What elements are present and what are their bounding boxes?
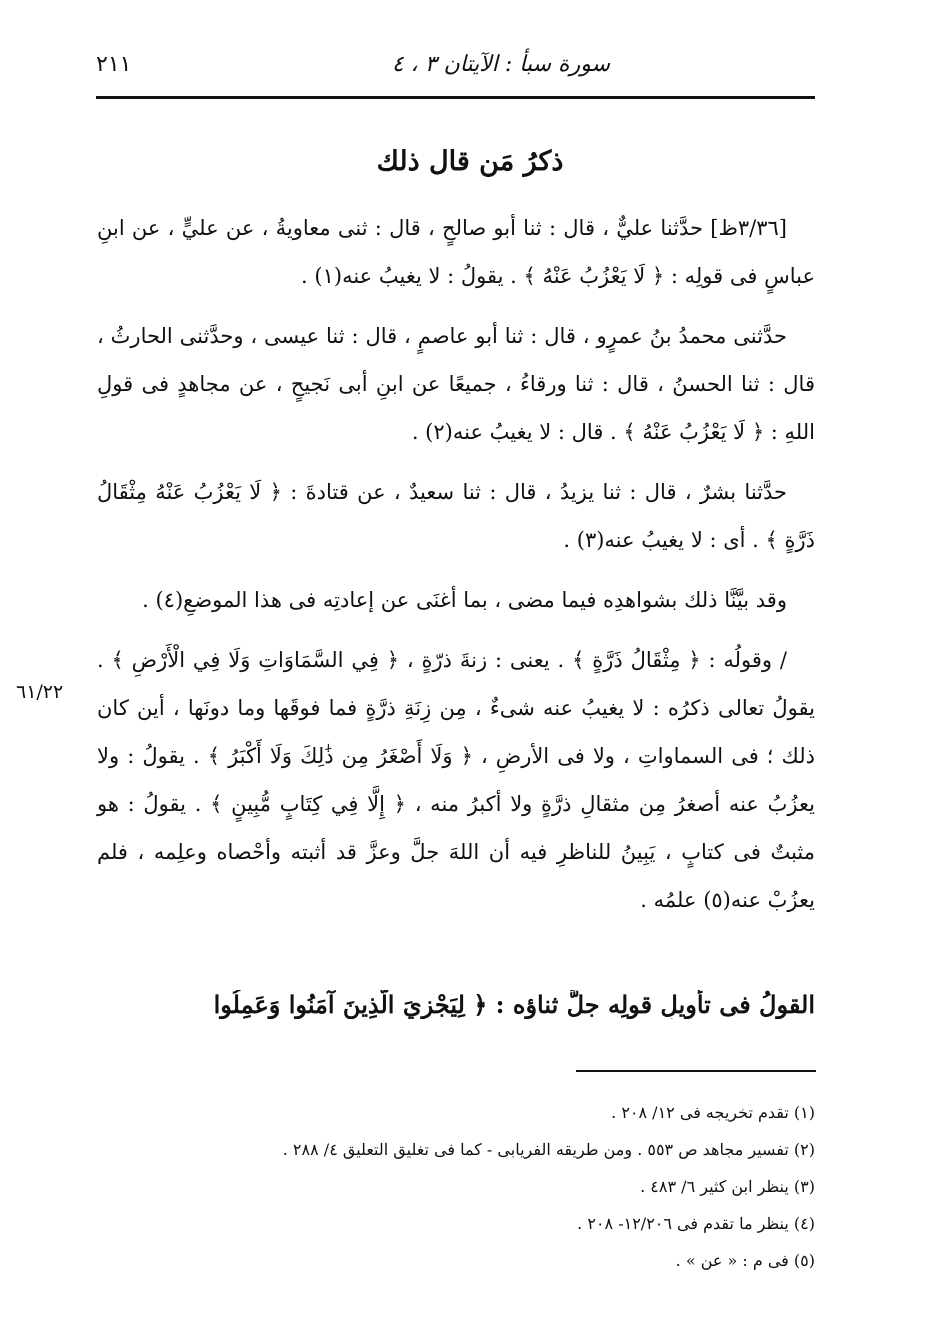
paragraph-3: حدَّثنا بشرٌ ، قال : ثنا يزيدُ ، قال : ثنا سعيدٌ ، عن قتادةَ : ﴿ لَا يَعْزُبُ عَنْهُ مِثْقَالُ ذَرَّةٍ ﴾ . أى : لا يغيبُ عنه(٣) . [97,480,815,552]
paragraph-1: [٣/٣٦ظ] حدَّثنا عليٌّ ، قال : ثنا أبو صالحٍ ، قال : ثنى معاويةُ ، عن عليٍّ ، عن ابنِ عباسٍ فى قولِه : ﴿ لَا يَعْزُبُ عَنْهُ ﴾ . يقولُ : لا يغيبُ عنه(١) . [97,216,815,288]
paragraph-2: حدَّثنى محمدُ بنُ عمرٍو ، قال : ثنا أبو عاصمٍ ، قال : ثنا عيسى ، وحدَّثنى الحارثُ ، قال : ثنا الحسنُ ، قال : ثنا ورقاءُ ، جميعًا عن ابنِ أبى نَجيحٍ ، عن مجاهدٍ فى قولِ اللهِ : ﴿ لَا يَعْزُبُ عَنْهُ ﴾ . قال : لا يغيبُ عنه(٢) . [97,324,815,444]
running-title: سورة سبأ : الآيتان ٣ ، ٤ [391,52,610,77]
footnote-3: (٣) ينظر ابن كثير ٦/ ٤٨٣ . [640,1177,815,1196]
footnote-1: (١) تقدم تخريجه فى ١٢/ ٢٠٨ . [611,1103,815,1122]
footnotes [97,1094,815,1279]
paragraph-5: / وقولُه : ﴿ مِثْقَالُ ذَرَّةٍ ﴾ . يعنى : زنةَ ذرّةٍ ، ﴿ فِي السَّمَاوَاتِ وَلَا فِي الْأَرْضِ ﴾ . يقولُ تعالى ذكرُه : لا يغيبُ عنه شىءٌ ، مِن زِنَةِ ذرَّةٍ فما فوقَها وما دونَها ، أين كان ذلك ؛ فى السماواتِ ، ولا فى الأرضِ ، ﴿ وَلَا أَصْغَرُ مِن ذَٰلِكَ وَلَا أَكْبَرُ ﴾ . يقولُ : ولا يعزُبُ عنه أصغرُ مِن مثقالِ ذرَّةٍ ولا أكبرُ منه ، ﴿ إِلَّا فِي كِتَابٍ مُّبِينٍ ﴾ . يقولُ : هو مثبتٌ فى كتابٍ ، يَبِينُ للناظرِ فيه أن اللهَ جلَّ وعزَّ قد أثبته وأحْصاه وعلِمه ، فلم يعزُبْ عنه(٥) علمُه . [97,648,815,912]
page-header [96,48,816,92]
paragraph-4: وقد بيَّنَّا ذلك بشواهدِه فيما مضى ، بما أغنَى عن إعادتِه فى هذا الموضعِ(٤) . [142,588,787,612]
page-number: ٢١١ [96,52,132,77]
footnote-5: (٥) فى م : « عن » . [675,1251,815,1270]
body-text [97,204,815,924]
footnote-2: (٢) تفسير مجاهد ص ٥٥٣ . ومن طريقه الفريابى - كما فى تغليق التعليق ٤/ ٢٨٨ . [282,1140,815,1159]
header-rule [96,96,815,99]
footnote-4: (٤) ينظر ما تقدم فى ١٢/٢٠٦- ٢٠٨ . [577,1214,815,1233]
margin-reference: ٦١/٢٢ [16,681,64,703]
section-title: ذكرُ مَن قال ذلك [376,146,564,177]
next-section-heading: القولُ فى تأويلِ قولِه جلَّ ثناؤه : ﴿ لِيَجْزِيَ الَّذِينَ آمَنُوا وَعَمِلُوا [213,990,815,1019]
footnote-rule [576,1070,816,1072]
